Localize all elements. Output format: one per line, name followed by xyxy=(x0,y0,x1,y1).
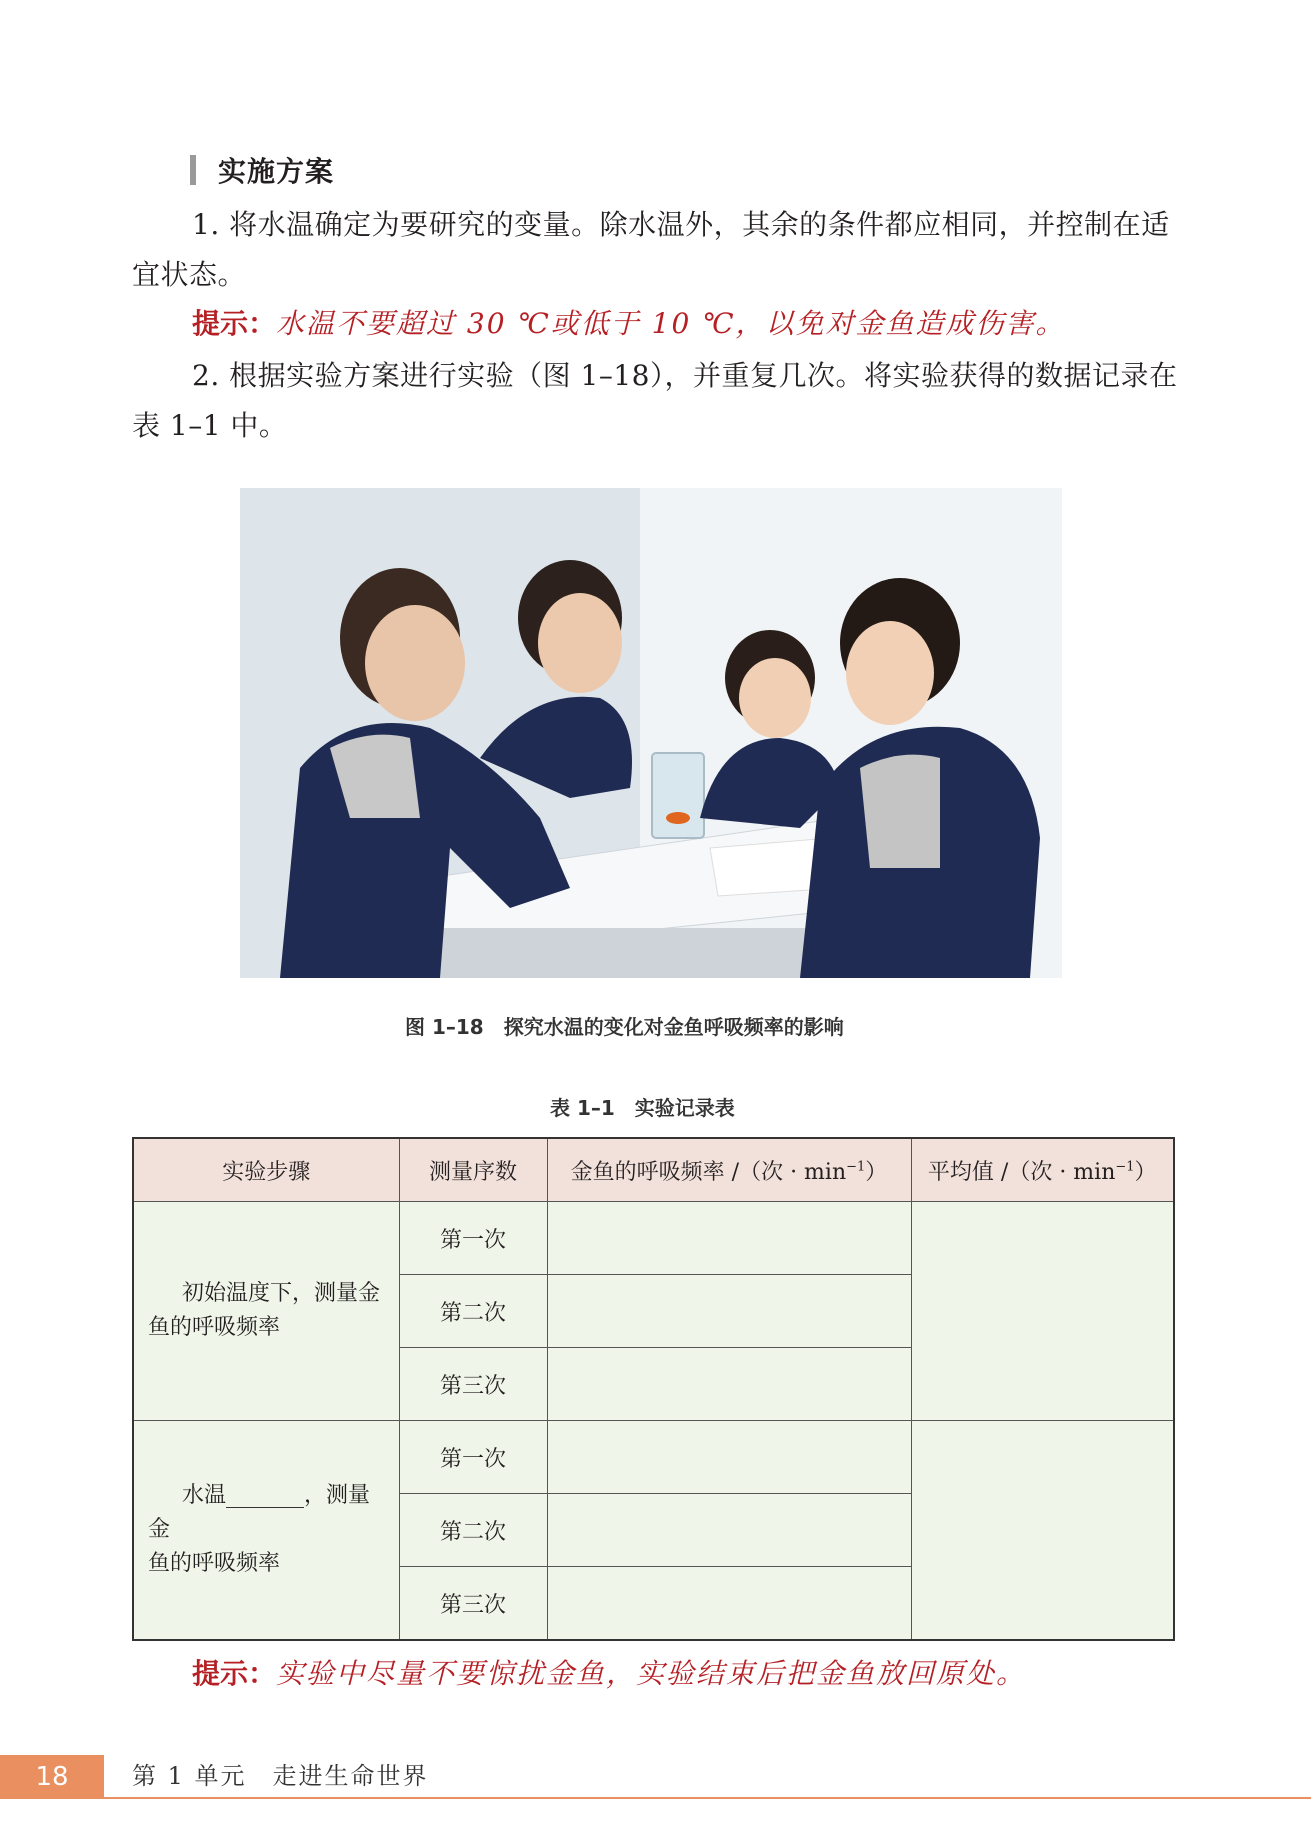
hint-label: 提示： xyxy=(192,307,277,340)
seq-cell: 第一次 xyxy=(399,1202,547,1275)
students-experiment-illustration xyxy=(240,488,1062,978)
seq-cell: 第二次 xyxy=(399,1494,547,1567)
paragraph-step-2: 2. 根据实验方案进行实验（图 1–18），并重复几次。将实验获得的数据记录在表 1–1 中。 xyxy=(132,359,1178,442)
figure-photo xyxy=(240,488,1062,978)
section-heading xyxy=(190,152,334,188)
heading-bar xyxy=(190,155,196,185)
fill-in-blank[interactable] xyxy=(226,1485,304,1508)
table-header-row xyxy=(133,1138,1174,1202)
header-step: 实验步骤 xyxy=(133,1138,399,1202)
paragraph-step-1: 1. 将水温确定为要研究的变量。除水温外，其余的条件都应相同，并控制在适宜状态。 xyxy=(132,208,1170,291)
average-cell[interactable] xyxy=(911,1202,1174,1421)
frequency-cell[interactable] xyxy=(547,1202,911,1275)
seq-cell: 第一次 xyxy=(399,1421,547,1494)
experiment-record-table xyxy=(132,1137,1175,1641)
table-row xyxy=(133,1421,1174,1494)
figure-caption: 图 1–18 探究水温的变化对金鱼呼吸频率的影响 xyxy=(405,1015,844,1039)
page-number: 18 xyxy=(0,1755,104,1799)
table-row xyxy=(133,1202,1174,1275)
seq-cell: 第二次 xyxy=(399,1275,547,1348)
footer-rule xyxy=(104,1797,1311,1799)
frequency-cell[interactable] xyxy=(547,1567,911,1641)
header-seq: 测量序数 xyxy=(399,1138,547,1202)
average-cell[interactable] xyxy=(911,1421,1174,1641)
header-average: 平均值 /（次 · $\min^{-1}$） xyxy=(911,1138,1174,1202)
seq-cell: 第三次 xyxy=(399,1348,547,1421)
table-caption: 表 1–1 实验记录表 xyxy=(550,1096,735,1120)
seq-cell: 第三次 xyxy=(399,1567,547,1641)
frequency-cell[interactable] xyxy=(547,1494,911,1567)
hint-text: 实验中尽量不要惊扰金鱼，实验结束后把金鱼放回原处。 xyxy=(276,1657,1027,1690)
frequency-cell[interactable] xyxy=(547,1275,911,1348)
section-heading-text: 实施方案 xyxy=(218,155,335,188)
step-initial-temperature: 初始温度下，测量金 鱼的呼吸频率 xyxy=(133,1202,399,1421)
frequency-cell[interactable] xyxy=(547,1421,911,1494)
hint-text: 水温不要超过 30 ℃或低于 10 ℃，以免对金鱼造成伤害。 xyxy=(276,307,1066,340)
hint-do-not-disturb xyxy=(192,1652,1026,1696)
hint-label: 提示： xyxy=(192,1657,277,1690)
footer-unit-title: 第 1 单元 走进生命世界 xyxy=(132,1762,429,1790)
hint-water-temperature xyxy=(192,302,1066,346)
frequency-cell[interactable] xyxy=(547,1348,911,1421)
header-frequency: 金鱼的呼吸频率 /（次 · $\min^{-1}$） xyxy=(547,1138,911,1202)
step-water-temperature: 水温 ，测量金 鱼的呼吸频率 xyxy=(133,1421,399,1641)
